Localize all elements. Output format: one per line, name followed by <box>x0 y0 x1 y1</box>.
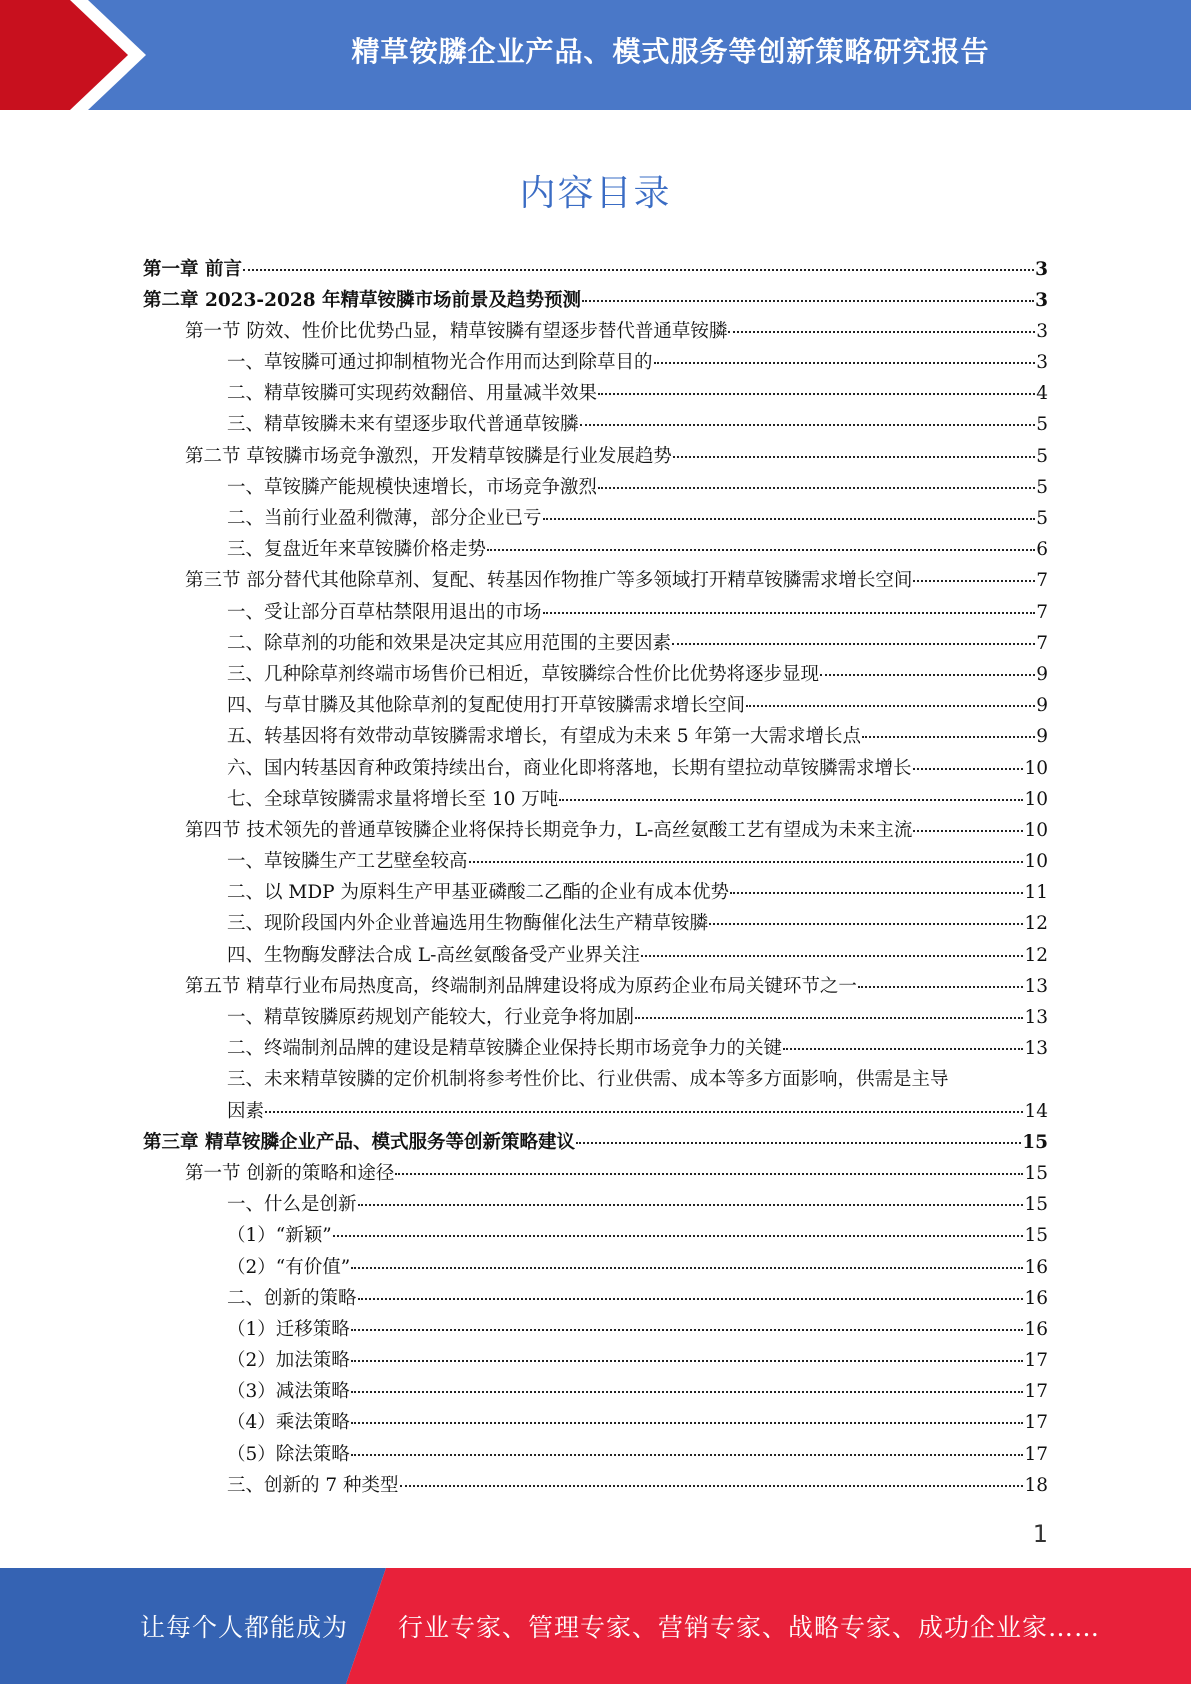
toc-leader-dots <box>635 999 1023 1020</box>
toc-leader-dots <box>709 905 1023 926</box>
toc-page-number: 17 <box>1024 1381 1048 1403</box>
toc-entry-text: 第三节 部分替代其他除草剂、复配、转基因作物推广等多领域打开精草铵膦需求增长空间 <box>185 570 913 592</box>
toc-leader-dots <box>351 1310 1024 1331</box>
toc-leader-dots <box>351 1435 1024 1456</box>
toc-entry-text: 二、当前行业盈利微薄，部分企业已亏 <box>227 508 542 529</box>
toc-page-number: 10 <box>1024 819 1048 841</box>
toc-leader-dots <box>641 936 1024 957</box>
toc-page-number: 7 <box>1036 570 1048 592</box>
toc-page-number: 9 <box>1036 726 1048 748</box>
toc-entry-text: 一、什么是创新 <box>227 1194 357 1216</box>
toc-page-number: 10 <box>1024 851 1048 873</box>
toc-entry-text: （2）“有价值” <box>227 1256 351 1278</box>
toc-page-number: 15 <box>1022 1131 1048 1153</box>
toc-page-number: 12 <box>1024 944 1048 966</box>
toc-leader-dots <box>351 1404 1024 1425</box>
toc-leader-dots <box>820 655 1035 676</box>
toc-entry-text: 三、创新的 7 种类型 <box>227 1474 399 1496</box>
toc-entry-text: 六、国内转基因育种政策持续出台，商业化即将落地，长期有望拉动草铵膦需求增长 <box>227 757 912 779</box>
table-of-contents <box>143 254 1048 1502</box>
toc-page-number: 11 <box>1024 882 1048 904</box>
toc-leader-dots <box>351 1342 1024 1363</box>
toc-leader-dots <box>582 281 1034 302</box>
toc-leader-dots <box>265 1092 1023 1113</box>
toc-entry-text: 二、创新的策略 <box>227 1287 357 1309</box>
toc-leader-dots <box>728 312 1035 333</box>
toc-entry-text: 一、草铵膦可通过抑制植物光合作用而达到除草目的 <box>227 352 653 374</box>
toc-page-number: 17 <box>1024 1412 1048 1434</box>
toc-entry-text: 三、精草铵膦未来有望逐步取代普通草铵膦 <box>227 414 579 436</box>
toc-entry-text: 一、草铵膦产能规模快速增长，市场竞争激烈 <box>227 476 598 498</box>
toc-entry-text: （3）减法策略 <box>227 1381 350 1403</box>
toc-page-number: 16 <box>1024 1256 1048 1278</box>
toc-leader-dots <box>400 1466 1024 1487</box>
toc-entry-text: （1）迁移策略 <box>227 1318 350 1340</box>
toc-entry-text: （4）乘法策略 <box>227 1412 350 1434</box>
toc-page-number: 13 <box>1024 1038 1048 1060</box>
toc-leader-dots <box>858 967 1024 988</box>
toc-entry-text: 二、精草铵膦可实现药效翻倍、用量减半效果 <box>227 383 598 405</box>
toc-page-number: 3 <box>1035 289 1048 311</box>
toc-page-number: 9 <box>1036 695 1048 717</box>
header-arrow-decoration <box>0 0 160 110</box>
toc-page-number: 10 <box>1024 757 1048 779</box>
toc-entry-text: 五、转基因将有效带动草铵膦需求增长，有望成为未来 5 年第一大需求增长点 <box>227 726 862 748</box>
toc-page-number: 13 <box>1024 975 1048 997</box>
toc-entry-text: 第一节 防效、性价比优势凸显，精草铵膦有望逐步替代普通草铵膦 <box>185 320 728 342</box>
toc-entry-text: 第二节 草铵膦市场竞争激烈，开发精草铵膦是行业发展趋势 <box>185 445 672 467</box>
toc-page-number: 4 <box>1036 383 1048 405</box>
toc-page-number: 5 <box>1036 508 1048 529</box>
footer-slogan-right: 行业专家、管理专家、营销专家、战略专家、成功企业家…… <box>398 1613 1101 1642</box>
toc-entry-text: 三、复盘近年来草铵膦价格走势 <box>227 539 487 561</box>
toc-entry-text: 第三章 精草铵膦企业产品、模式服务等创新策略建议 <box>143 1131 575 1153</box>
toc-leader-dots <box>598 468 1035 489</box>
toc-page-number: 16 <box>1024 1318 1048 1340</box>
toc-leader-dots <box>469 843 1024 864</box>
toc-leader-dots <box>913 562 1035 583</box>
toc-page-number: 14 <box>1024 1100 1048 1122</box>
toc-entry-text: （1）“新颖” <box>227 1225 332 1247</box>
toc-leader-dots <box>580 406 1036 427</box>
toc-leader-dots <box>543 500 1036 521</box>
toc-entry-text: 第一章 前言 <box>143 258 242 280</box>
page-number: 1 <box>1032 1520 1048 1548</box>
toc-page-number: 17 <box>1024 1443 1048 1465</box>
toc-leader-dots <box>746 687 1035 708</box>
toc-entry-text: 第五节 精草行业布局热度高，终端制剂品牌建设将成为原药企业布局关键环节之一 <box>185 975 857 997</box>
toc-leader-dots <box>730 874 1023 895</box>
toc-entry-text: 四、生物酶发酵法合成 L-高丝氨酸备受产业界关注 <box>227 944 640 966</box>
toc-leader-dots <box>543 593 1036 614</box>
toc-page-number: 15 <box>1024 1194 1048 1216</box>
toc-leader-dots <box>783 1030 1023 1051</box>
toc-page-number: 16 <box>1024 1287 1048 1309</box>
toc-entry-text: 第四节 技术领先的普通草铵膦企业将保持长期竞争力，L-高丝氨酸工艺有望成为未来主流 <box>185 819 913 841</box>
toc-leader-dots <box>333 1217 1024 1238</box>
toc-entry-text: 二、除草剂的功能和效果是决定其应用范围的主要因素 <box>227 632 672 654</box>
toc-leader-dots <box>598 375 1035 396</box>
toc-entry-text: 七、全球草铵膦需求量将增长至 10 万吨 <box>227 788 559 810</box>
toc-heading: 内容目录 <box>519 173 672 214</box>
toc-page-number: 17 <box>1024 1350 1048 1372</box>
toc-page-number: 7 <box>1036 601 1048 623</box>
toc-page-number: 9 <box>1036 663 1048 685</box>
toc-leader-dots <box>243 250 1034 271</box>
toc-leader-dots <box>654 344 1036 365</box>
toc-entry-text: 一、草铵膦生产工艺壁垒较高 <box>227 851 468 873</box>
toc-page-number: 3 <box>1036 320 1048 342</box>
toc-entry[interactable] <box>143 535 1048 566</box>
toc-entry-text: 四、与草甘膦及其他除草剂的复配使用打开草铵膦需求增长空间 <box>227 695 746 717</box>
toc-entry-text: 二、终端制剂品牌的建设是精草铵膦企业保持长期市场竞争力的关键 <box>227 1038 783 1060</box>
toc-entry-text: 一、受让部分百草枯禁限用退出的市场 <box>227 601 542 623</box>
toc-entry-text: （2）加法策略 <box>227 1350 350 1372</box>
toc-leader-dots <box>351 1248 1023 1269</box>
toc-page-number: 3 <box>1035 258 1048 280</box>
toc-entry[interactable] <box>143 1470 1048 1501</box>
toc-leader-dots <box>351 1373 1024 1394</box>
header-banner <box>0 0 1191 110</box>
toc-page-number: 5 <box>1036 414 1048 436</box>
toc-leader-dots <box>862 718 1035 739</box>
toc-leader-dots <box>913 749 1024 770</box>
toc-page-number: 10 <box>1024 788 1048 810</box>
toc-entry[interactable] <box>143 784 1048 815</box>
toc-page-number: 15 <box>1024 1225 1048 1247</box>
toc-page-number: 5 <box>1036 445 1048 467</box>
toc-entry-text: （5）除法策略 <box>227 1443 350 1465</box>
toc-page-number: 15 <box>1024 1162 1048 1184</box>
toc-page-number: 13 <box>1024 1007 1048 1028</box>
toc-entry-text: 三、现阶段国内外企业普遍选用生物酶催化法生产精草铵膦 <box>227 913 709 935</box>
toc-leader-dots <box>487 531 1035 552</box>
toc-entry-text: 因素 <box>227 1100 265 1122</box>
toc-entry-text: 二、以 MDP 为原料生产甲基亚磷酸二乙酯的企业有成本优势 <box>227 882 729 904</box>
toc-leader-dots <box>913 811 1023 832</box>
toc-leader-dots <box>673 437 1035 458</box>
toc-leader-dots <box>358 1186 1024 1207</box>
toc-page-number: 5 <box>1036 476 1048 498</box>
toc-leader-dots <box>672 624 1035 645</box>
toc-entry-text: 第二章 2023-2028 年精草铵膦市场前景及趋势预测 <box>143 289 582 311</box>
toc-leader-dots <box>395 1154 1023 1175</box>
toc-entry-text: 三、几种除草剂终端市场售价已相近，草铵膦综合性价比优势将逐步显现 <box>227 663 820 685</box>
toc-entry-text: 第一节 创新的策略和途径 <box>185 1162 395 1184</box>
toc-leader-dots <box>358 1279 1024 1300</box>
toc-page-number: 3 <box>1036 352 1048 374</box>
toc-page-number: 7 <box>1036 632 1048 654</box>
toc-page-number: 12 <box>1024 913 1048 935</box>
toc-leader-dots <box>576 1123 1021 1144</box>
toc-page-number: 18 <box>1024 1474 1048 1496</box>
footer-slogan-left: 让每个人都能成为 <box>140 1613 349 1642</box>
toc-entry[interactable] <box>143 1034 1048 1065</box>
report-title: 精草铵膦企业产品、模式服务等创新策略研究报告 <box>351 35 990 68</box>
toc-entry-text: 一、精草铵膦原药规划产能较大，行业竞争将加剧 <box>227 1007 635 1028</box>
toc-leader-dots <box>559 780 1023 801</box>
toc-page-number: 6 <box>1036 539 1048 561</box>
toc-entry-text: 三、未来精草铵膦的定价机制将参考性价比、行业供需、成本等多方面影响，供需是主导 <box>227 1068 949 1090</box>
footer-banner <box>0 1568 1191 1684</box>
